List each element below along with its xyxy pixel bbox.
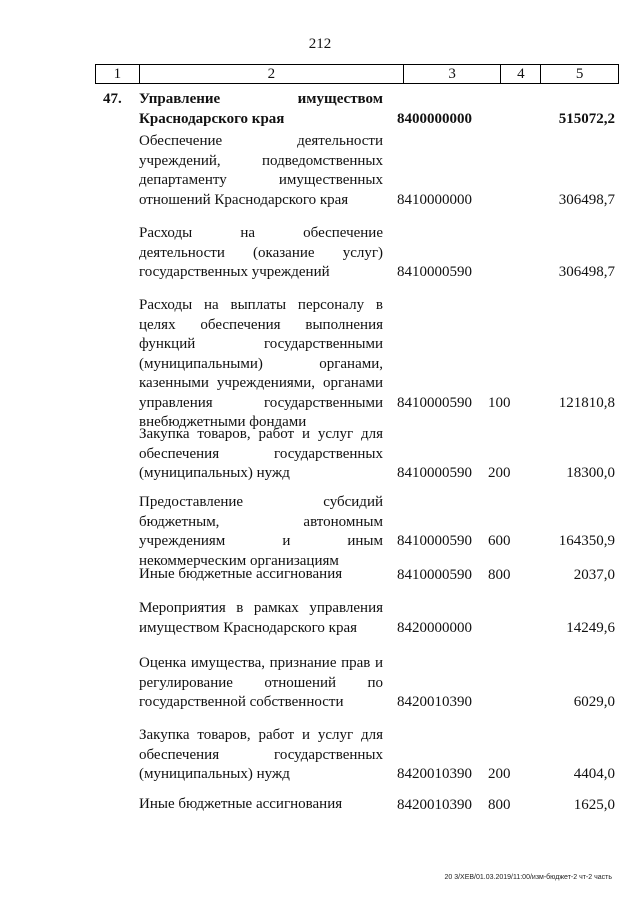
row-vr: 100	[488, 394, 511, 411]
row-code: 8410000590	[397, 464, 472, 481]
row-sum: 6029,0	[573, 693, 615, 710]
table-header	[95, 64, 619, 84]
row-vr: 200	[488, 765, 511, 782]
row-name: Расходы на обеспечение деятельности (оказание услуг) государственных учреждений	[139, 225, 383, 280]
header-col-5: 5	[575, 66, 584, 82]
row-number: 47.	[103, 91, 122, 107]
row-sum: 14249,6	[566, 619, 615, 636]
row-name: Управление имуществом Краснодарского края	[139, 91, 383, 127]
row-name: Расходы на выплаты персоналу в целях обеспечения выполнения функций государственными (муниципальными) органами, казенными учреждениями, органами управления государственными внебюджетными фондами	[139, 297, 383, 430]
row-sum: 18300,0	[566, 464, 615, 481]
row-sum: 121810,8	[558, 394, 615, 411]
row-name: Мероприятия в рамках управления имуществом Краснодарского края	[139, 600, 383, 636]
table-row	[95, 224, 619, 282]
header-col-4: 4	[501, 65, 541, 83]
row-sum: 306498,7	[558, 191, 615, 208]
table-row	[95, 493, 619, 569]
row-code: 8420010390	[397, 796, 472, 813]
row-name: Иные бюджетные ассигнования	[139, 796, 343, 812]
footer-note: 20 3/ХЕВ/01.03.2019/11:00/изм-бюджет-2 чт-2 часть	[444, 874, 612, 881]
header-col-3: 3	[404, 65, 502, 83]
row-name: Предоставление субсидий бюджетным, автономным учреждениям и иным некоммерческим организациям	[139, 494, 383, 569]
table-row	[95, 654, 619, 712]
row-code: 8420010390	[397, 693, 472, 710]
row-vr: 600	[488, 532, 511, 549]
table-row	[95, 90, 619, 129]
row-code: 8410000590	[397, 566, 472, 583]
table-row	[95, 296, 619, 430]
row-code: 8420000000	[397, 619, 472, 636]
page-number: 212	[308, 36, 332, 52]
row-code: 8410000590	[397, 394, 472, 411]
row-code: 8420010390	[397, 765, 472, 782]
table-row	[95, 565, 619, 585]
header-col-1: 1	[96, 65, 140, 83]
row-sum: 2037,0	[573, 566, 615, 583]
table-row	[95, 599, 619, 638]
row-name: Оценка имущества, признание прав и регулирование отношений по государственной собственности	[139, 655, 383, 710]
row-sum: 164350,9	[558, 532, 615, 549]
header-col-2: 2	[140, 65, 404, 83]
row-code: 8410000000	[397, 191, 472, 208]
table-row	[95, 425, 619, 483]
row-name: Обеспечение деятельности учреждений, подведомственных департаменту имущественных отношений Краснодарского края	[139, 133, 383, 208]
row-sum: 1625,0	[573, 796, 615, 813]
row-sum: 4404,0	[573, 765, 615, 782]
table-row	[95, 726, 619, 784]
table-row	[95, 132, 619, 210]
row-sum: 515072,2	[558, 111, 615, 127]
row-vr: 200	[488, 464, 511, 481]
row-code: 8410000590	[397, 532, 472, 549]
row-code: 8400000000	[397, 111, 472, 127]
table-row	[95, 795, 619, 815]
row-name: Закупка товаров, работ и услуг для обеспечения государственных (муниципальных) нужд	[139, 426, 383, 481]
row-name: Закупка товаров, работ и услуг для обеспечения государственных (муниципальных) нужд	[139, 727, 383, 782]
row-name: Иные бюджетные ассигнования	[139, 566, 343, 582]
row-sum: 306498,7	[558, 263, 615, 280]
row-vr: 800	[488, 566, 511, 583]
row-code: 8410000590	[397, 263, 472, 280]
row-vr: 800	[488, 796, 511, 813]
